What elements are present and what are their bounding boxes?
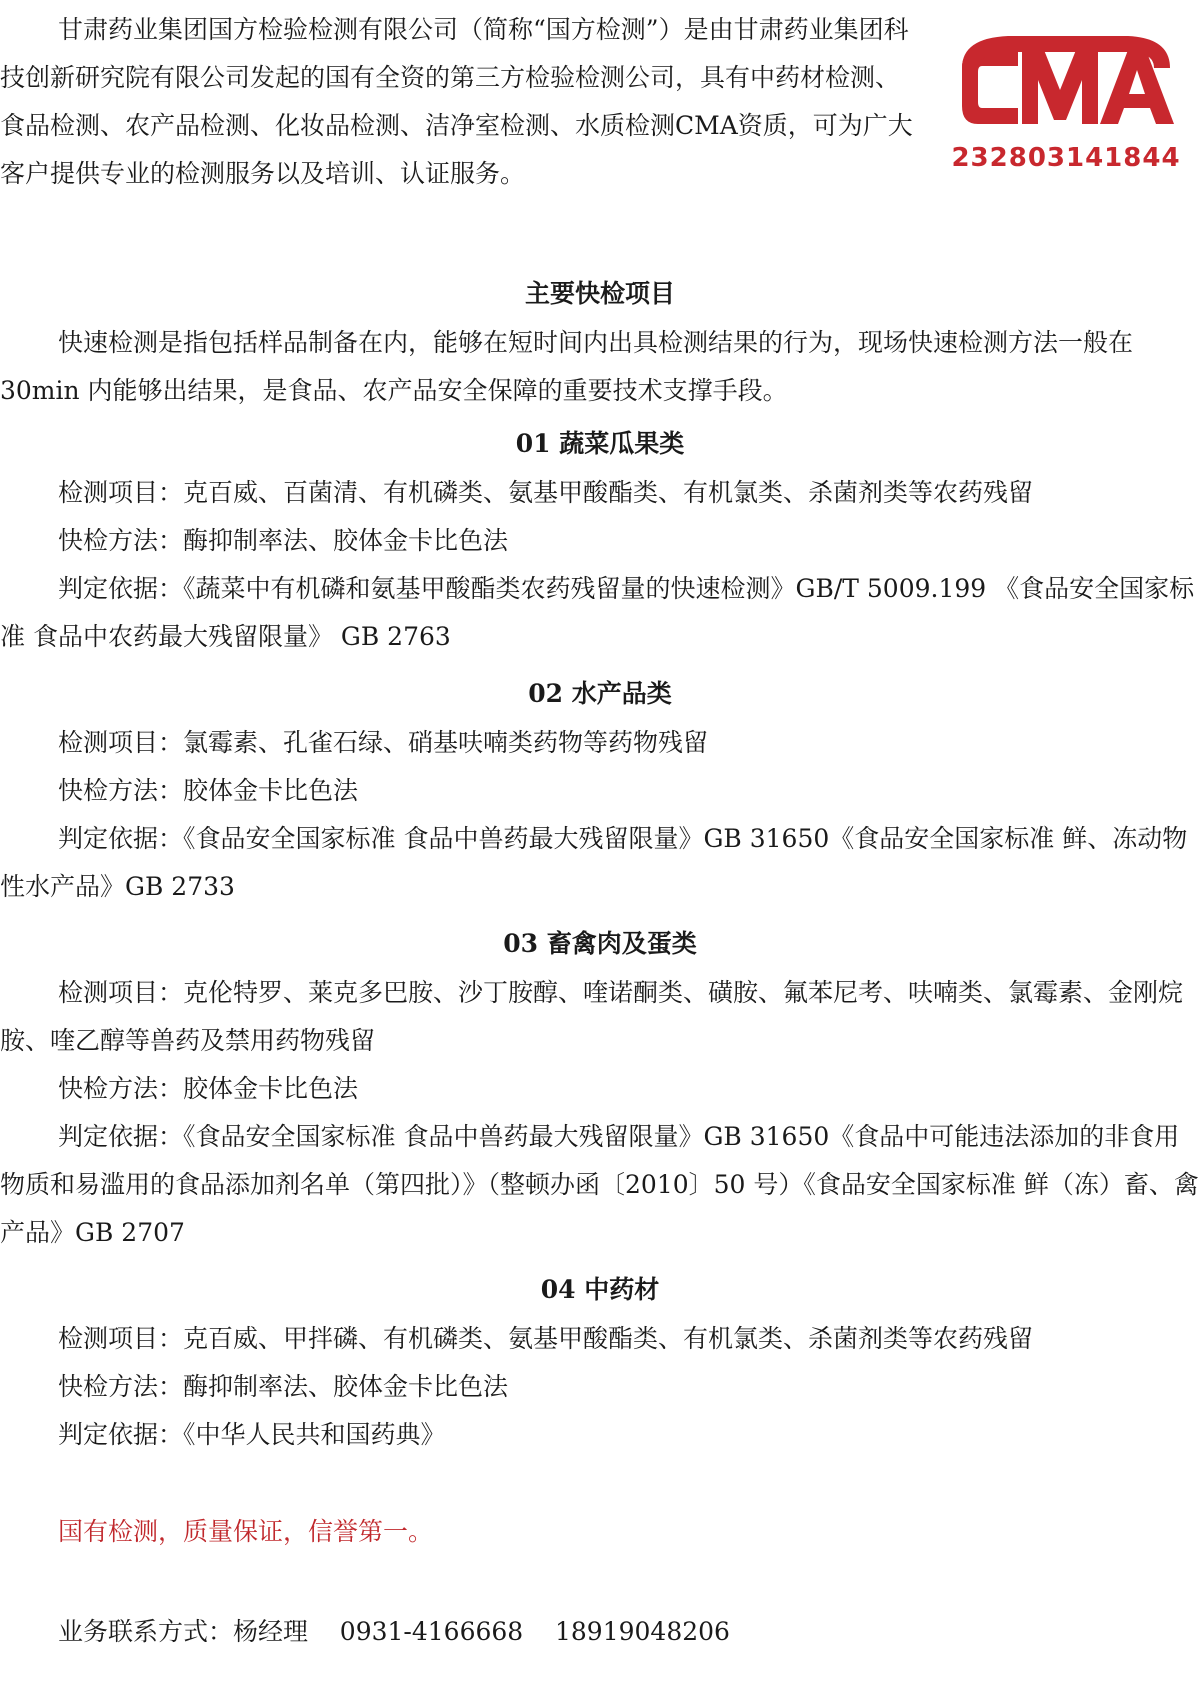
section-03-items: 检测项目：克伦特罗、莱克多巴胺、沙丁胺醇、喹诺酮类、磺胺、氟苯尼考、呋喃类、氯霉素、金刚烷胺、喹乙醇等兽药及禁用药物残留 — [0, 978, 1184, 1055]
main-description: 快速检测是指包括样品制备在内，能够在短时间内出具检测结果的行为，现场快速检测方法一般在 30min 内能够出结果，是食品、农产品安全保障的重要技术支撑手段。 — [0, 328, 1134, 405]
section-title-04: 04 中药材 — [540, 1275, 660, 1304]
section-02-method: 快检方法：胶体金卡比色法 — [58, 776, 359, 805]
section-01-method: 快检方法：酶抑制率法、胶体金卡比色法 — [58, 526, 509, 555]
section-01-basis: 判定依据：《蔬菜中有机磷和氨基甲酸酯类农药残留量的快速检测》GB/T 5009.199 《食品安全国家标准 食品中农药最大残留限量》 GB 2763 — [0, 574, 1195, 651]
section-03-basis: 判定依据：《食品安全国家标准 食品中兽药最大残留限量》GB 31650《食品中可能违法添加的非食用物质和易滥用的食品添加剂名单（第四批）》（整顿办函〔2010〕50 号）《食品安全国家标准 鲜（冻）畜、禽产品》GB 2707 — [0, 1122, 1199, 1247]
section-01-items: 检测项目：克百威、百菌清、有机磷类、氨基甲酸酯类、有机氯类、杀菌剂类等农药残留 — [58, 478, 1034, 507]
section-02-basis: 判定依据：《食品安全国家标准 食品中兽药最大残留限量》GB 31650《食品安全国家标准 鲜、冻动物性水产品》GB 2733 — [0, 824, 1188, 901]
section-03-method: 快检方法：胶体金卡比色法 — [58, 1074, 359, 1103]
section-02-items: 检测项目：氯霉素、孔雀石绿、硝基呋喃类药物等药物残留 — [58, 728, 709, 757]
intro-paragraph: 甘肃药业集团国方检验检测有限公司（简称“国方检测”）是由甘肃药业集团科技创新研究院有限公司发起的国有全资的第三方检验检测公司，具有中药材检测、食品检测、农产品检测、化妆品检测、洁净室检测、水质检测CMA资质，可为广大客户提供专业的检测服务以及培训、认证服务。 — [0, 15, 913, 188]
cma-number: 232803141844 — [951, 143, 1181, 173]
slogan: 国有检测，质量保证，信誉第一。 — [58, 1517, 434, 1546]
section-04-basis: 判定依据：《中华人民共和国药典》 — [58, 1420, 446, 1449]
section-title-01: 01 蔬菜瓜果类 — [515, 429, 685, 458]
cma-logo-icon — [948, 28, 1184, 143]
cma-logo — [948, 28, 1184, 178]
section-title-03: 03 畜禽肉及蛋类 — [503, 929, 697, 958]
contact-info: 业务联系方式：杨经理 0931-4166668 18919048206 — [58, 1617, 730, 1646]
section-04-items: 检测项目：克百威、甲拌磷、有机磷类、氨基甲酸酯类、有机氯类、杀菌剂类等农药残留 — [58, 1324, 1034, 1353]
section-title-02: 02 水产品类 — [528, 679, 672, 708]
main-title: 主要快检项目 — [524, 279, 675, 308]
section-04-method: 快检方法：酶抑制率法、胶体金卡比色法 — [58, 1372, 509, 1401]
